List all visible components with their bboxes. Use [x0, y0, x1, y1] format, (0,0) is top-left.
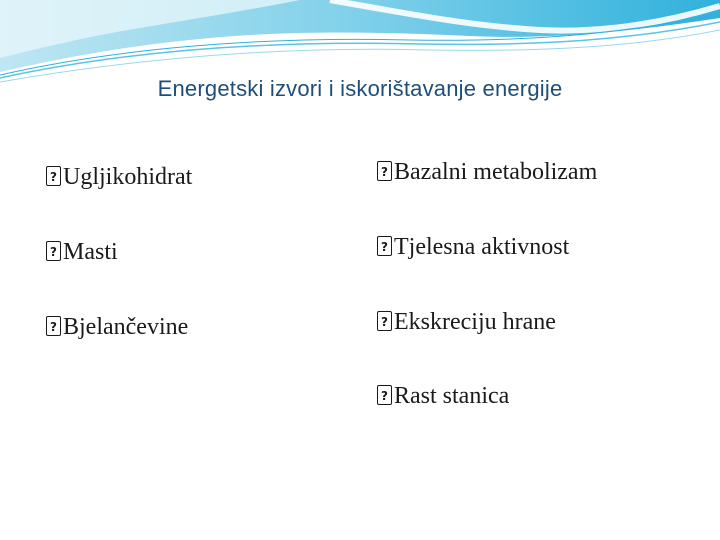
missing-glyph-icon	[377, 236, 392, 256]
list-item	[46, 163, 192, 191]
list-item	[377, 308, 556, 336]
list-item	[46, 313, 188, 341]
missing-glyph-icon	[377, 161, 392, 181]
missing-glyph-icon	[377, 385, 392, 405]
slide-title: Energetski izvori i iskorištavanje energije	[157, 76, 563, 101]
list-item-text: Tjelesna aktivnost	[394, 234, 570, 260]
list-item-text: Bjelančevine	[63, 314, 189, 340]
list-item-text: Ekskreciju hrane	[394, 309, 556, 335]
list-item	[377, 382, 509, 410]
list-item-text: Bazalni metabolizam	[394, 159, 598, 185]
list-item-text: Ugljikohidrat	[63, 164, 193, 190]
missing-glyph-icon	[46, 166, 61, 186]
list-item	[377, 233, 569, 261]
list-item-text: Rast stanica	[394, 383, 510, 409]
list-item-text: Masti	[63, 239, 118, 265]
missing-glyph-icon	[46, 316, 61, 336]
missing-glyph-icon	[377, 311, 392, 331]
list-item	[377, 158, 597, 186]
missing-glyph-icon	[46, 241, 61, 261]
list-item	[46, 238, 118, 266]
